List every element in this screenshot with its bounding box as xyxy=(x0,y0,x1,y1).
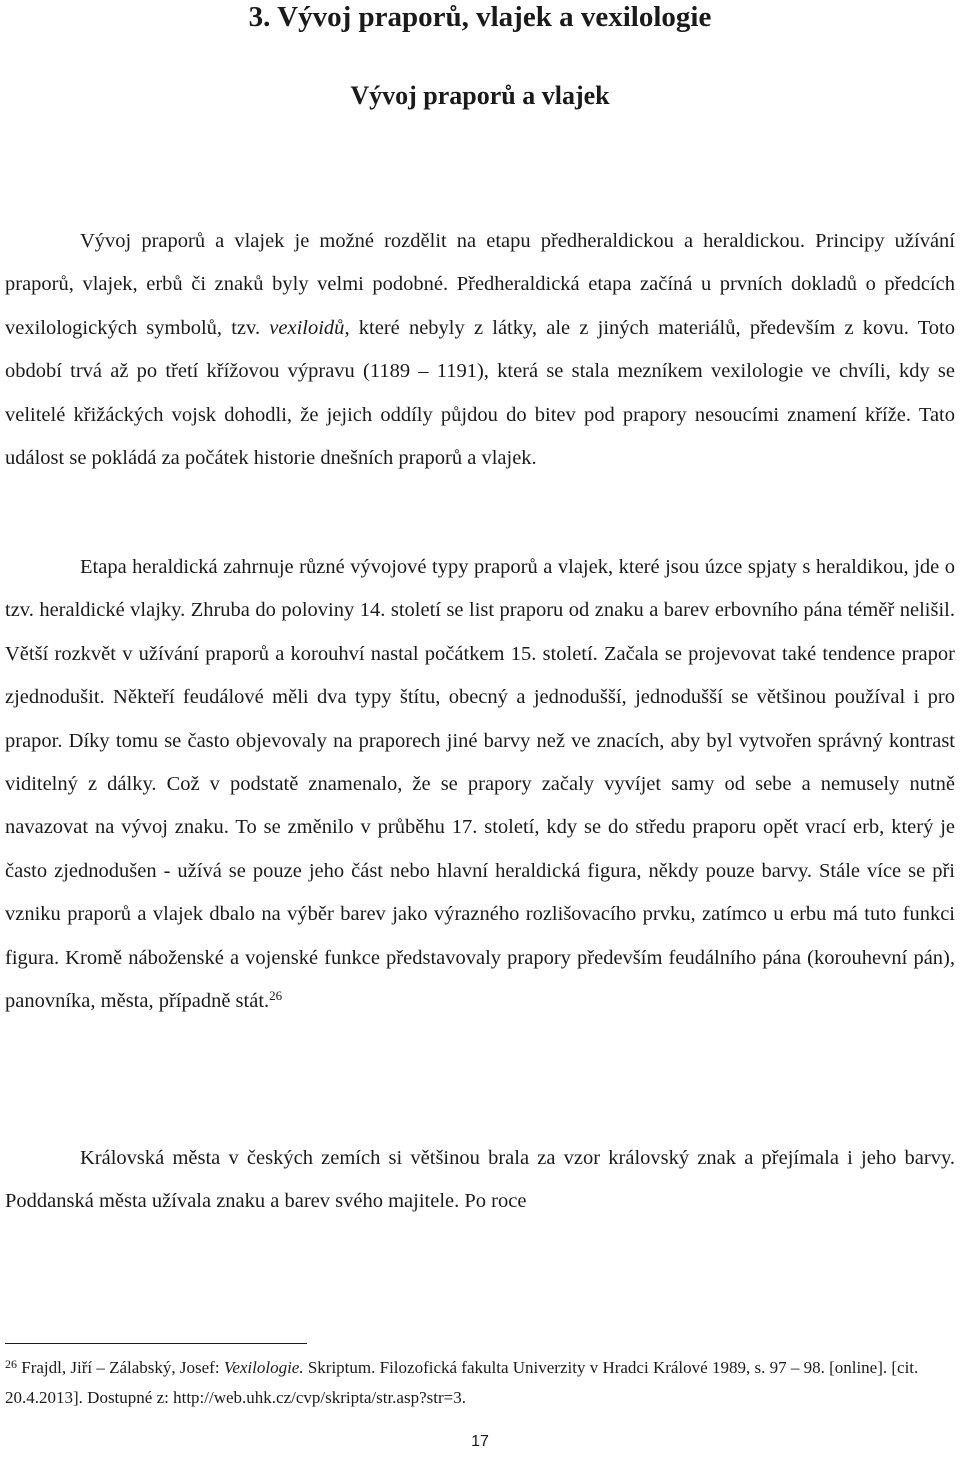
footnote-text-start: Frajdl, Jiří – Zálabský, Josef: xyxy=(17,1358,224,1377)
paragraph-2-text: Etapa heraldická zahrnuje různé vývojové typy praporů a vlajek, které jsou úzce spjaty s heraldikou, jde o tzv. heraldické vlajky. Zhruba do poloviny 14. století se list praporu od znaku a barev erbovního pána téměř nelišil. Větší rozkvět v užívání praporů a korouhví nastal počátkem 15. století. Začala se projevovat také tendence prapor zjednodušit. Někteří feudálové měli dva typy štítu, obecný a jednodušší, jednodušší se většinou používal i pro prapor. Díky tomu se často objevovaly na praporech jiné barvy než ve znacích, aby byl vytvořen správný kontrast viditelný z dálky. Což v podstatě znamenalo, že se prapory začaly vyvíjet samy od sebe a nemusely nutně navazovat na vývoj znaku. To se změnilo v průběhu 17. století, kdy se do středu praporu opět vrací erb, který je často zjednodušen - užívá se pouze jeho část nebo hlavní heraldická figura, někdy pouze barvy. Stále více se při vzniku praporů a vlajek dbalo na výběr barev jako výrazného rozlišovacího prvku, zatímco u erbu má tuto funkci figura. Kromě náboženské a vojenské funkce představovaly prapory především feudálního pána (korouhevní pán), panovníka, města, případně stát. xyxy=(5,556,955,1013)
paragraph-1-text-end: , které nebyly z látky, ale z jiných materiálů, především z kovu. Toto období trvá až po třetí křížovou výpravu (1189 – 1191), která se stala mezníkem vexilologie ve chvíli, kdy se velitelé křižáckých vojsk dohodli, že jejich oddíly půjdou do bitev pod prapory nesoucími znamení kříže. Tato událost se pokládá za počátek historie dnešních praporů a vlajek. xyxy=(5,316,955,470)
paragraph-1-italic-term: vexiloidů xyxy=(269,316,345,339)
paragraph-1 xyxy=(5,220,955,480)
footnote-reference[interactable]: 26 xyxy=(269,988,283,1004)
paragraph-3 xyxy=(5,1137,955,1224)
footnote-divider xyxy=(5,1343,307,1344)
chapter-title: 3. Vývoj praporů, vlajek a vexilologie xyxy=(248,1,712,33)
paragraph-3-text: Královská města v českých zemích si většinou brala za vzor královský znak a přejímala i jeho barvy. Poddanská města užívala znaku a barev svého majitele. Po roce xyxy=(5,1147,955,1213)
section-title: Vývoj praporů a vlajek xyxy=(350,81,610,110)
footnote xyxy=(5,1353,955,1413)
paragraph-2 xyxy=(5,546,955,1023)
paragraph-1-text-start: Vývoj praporů a vlajek je možné rozdělit na etapu předheraldickou a heraldickou. Principy užívání praporů, vlajek, erbů či znaků byly velmi podobné. Předheraldická etapa začíná u prvních dokladů o předcích vexilologických symbolů, tzv. xyxy=(5,230,955,339)
page-number: 17 xyxy=(471,1433,489,1450)
footnote-italic-title: Vexilologie. xyxy=(223,1358,304,1377)
footnote-text-end: Skriptum. Filozofická fakulta Univerzity v Hradci Králové 1989, s. 97 – 98. [online]. [cit. 20.4.2013]. Dostupné z: http://web.uhk.cz/cvp/skripta/str.asp?str=3. xyxy=(5,1358,919,1407)
footnote-number: 26 xyxy=(5,1357,17,1371)
